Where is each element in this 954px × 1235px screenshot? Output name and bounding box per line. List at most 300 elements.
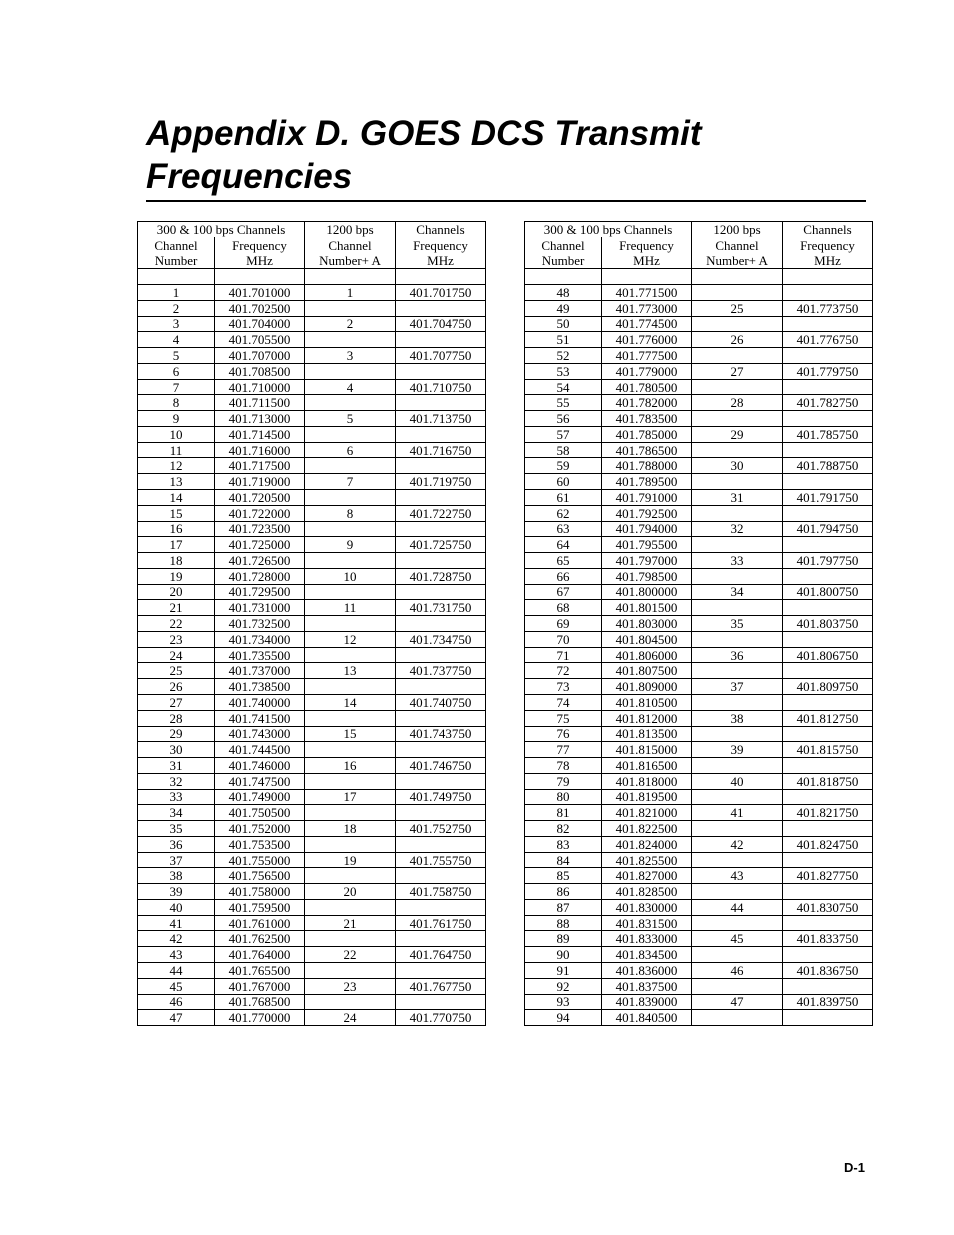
table-row [138, 426, 486, 442]
table-row [525, 553, 873, 569]
channel-number-cell: 21 [138, 600, 215, 616]
header-number: Number [525, 253, 602, 269]
table-row [138, 773, 486, 789]
table-row [525, 363, 873, 379]
frequency-a-cell: 401.704750 [396, 316, 486, 332]
channel-a-cell [305, 836, 396, 852]
frequency-a-cell: 401.716750 [396, 442, 486, 458]
table-row [525, 978, 873, 994]
frequency-a-cell: 401.809750 [783, 679, 873, 695]
frequency-cell: 401.767000 [215, 978, 305, 994]
channel-number-cell: 50 [525, 316, 602, 332]
header-group-1200: 1200 bps [305, 222, 396, 238]
channel-number-cell: 34 [138, 805, 215, 821]
frequency-cell: 401.720500 [215, 490, 305, 506]
table-row [525, 442, 873, 458]
channel-number-cell: 57 [525, 426, 602, 442]
channel-number-cell: 62 [525, 505, 602, 521]
channel-a-cell: 26 [692, 332, 783, 348]
frequency-cell: 401.704000 [215, 316, 305, 332]
frequency-cell: 401.710000 [215, 379, 305, 395]
frequency-cell: 401.734000 [215, 631, 305, 647]
frequency-a-cell [396, 836, 486, 852]
table-row [138, 1010, 486, 1026]
frequency-a-cell [783, 348, 873, 364]
table-row [525, 584, 873, 600]
channel-a-cell [692, 316, 783, 332]
frequency-cell: 401.831500 [602, 915, 692, 931]
channel-number-cell: 59 [525, 458, 602, 474]
frequency-a-cell [396, 363, 486, 379]
header-mhz: MHz [215, 253, 305, 269]
frequency-cell: 401.807500 [602, 663, 692, 679]
table-row [525, 742, 873, 758]
frequency-a-cell: 401.830750 [783, 899, 873, 915]
table-row [138, 537, 486, 553]
channel-number-cell: 29 [138, 726, 215, 742]
frequency-cell: 401.837500 [602, 978, 692, 994]
table-row [138, 836, 486, 852]
table-row [138, 458, 486, 474]
frequency-cell: 401.821000 [602, 805, 692, 821]
channel-number-cell: 31 [138, 758, 215, 774]
channel-a-cell [692, 663, 783, 679]
header-frequency: Frequency [602, 237, 692, 253]
table-row [138, 316, 486, 332]
channel-number-cell: 42 [138, 931, 215, 947]
frequency-cell: 401.755000 [215, 852, 305, 868]
channel-number-cell: 70 [525, 631, 602, 647]
channel-a-cell [305, 458, 396, 474]
table-row [138, 584, 486, 600]
channel-a-cell [692, 758, 783, 774]
channel-a-cell: 13 [305, 663, 396, 679]
channel-a-cell [305, 742, 396, 758]
frequency-cell: 401.777500 [602, 348, 692, 364]
frequency-cell: 401.827000 [602, 868, 692, 884]
channel-number-cell: 84 [525, 852, 602, 868]
table-row [138, 348, 486, 364]
frequency-a-cell: 401.701750 [396, 285, 486, 301]
frequency-cell: 401.797000 [602, 553, 692, 569]
channel-a-cell [692, 285, 783, 301]
frequency-a-cell: 401.815750 [783, 742, 873, 758]
channel-a-cell: 29 [692, 426, 783, 442]
channel-a-cell [305, 868, 396, 884]
channel-a-cell: 31 [692, 490, 783, 506]
frequency-a-cell [783, 411, 873, 427]
frequency-a-cell: 401.737750 [396, 663, 486, 679]
frequency-cell: 401.830000 [602, 899, 692, 915]
frequency-cell: 401.744500 [215, 742, 305, 758]
channel-number-cell: 83 [525, 836, 602, 852]
frequency-cell: 401.822500 [602, 821, 692, 837]
table-row [525, 521, 873, 537]
channel-number-cell: 61 [525, 490, 602, 506]
table-row [525, 710, 873, 726]
frequency-cell: 401.786500 [602, 442, 692, 458]
frequency-a-cell: 401.722750 [396, 505, 486, 521]
table-row [525, 411, 873, 427]
frequency-cell: 401.791000 [602, 490, 692, 506]
frequency-cell: 401.779000 [602, 363, 692, 379]
channel-a-cell: 41 [692, 805, 783, 821]
table-row [525, 426, 873, 442]
channel-a-cell: 36 [692, 647, 783, 663]
table-row [138, 332, 486, 348]
channel-number-cell: 4 [138, 332, 215, 348]
channel-number-cell: 55 [525, 395, 602, 411]
table-row [525, 616, 873, 632]
channel-a-cell [305, 994, 396, 1010]
channel-number-cell: 64 [525, 537, 602, 553]
frequency-a-cell: 401.776750 [783, 332, 873, 348]
channel-number-cell: 16 [138, 521, 215, 537]
table-row [138, 899, 486, 915]
channel-a-cell [305, 300, 396, 316]
frequency-a-cell [396, 521, 486, 537]
channel-a-cell: 11 [305, 600, 396, 616]
channel-a-cell: 6 [305, 442, 396, 458]
channel-a-cell [305, 363, 396, 379]
frequency-cell: 401.752000 [215, 821, 305, 837]
table-row [138, 694, 486, 710]
frequency-cell: 401.747500 [215, 773, 305, 789]
frequency-a-cell: 401.788750 [783, 458, 873, 474]
channel-number-cell: 14 [138, 490, 215, 506]
frequency-cell: 401.794000 [602, 521, 692, 537]
frequency-a-cell [783, 694, 873, 710]
frequency-a-cell [396, 773, 486, 789]
table-row [525, 316, 873, 332]
channel-a-cell: 21 [305, 915, 396, 931]
channel-a-cell [692, 411, 783, 427]
channel-a-cell [305, 395, 396, 411]
table-row [138, 852, 486, 868]
channel-a-cell: 30 [692, 458, 783, 474]
channel-number-cell: 26 [138, 679, 215, 695]
frequency-a-cell [783, 789, 873, 805]
frequency-table-right [524, 221, 873, 1026]
channel-a-cell: 32 [692, 521, 783, 537]
channel-a-cell: 47 [692, 994, 783, 1010]
frequency-cell: 401.800000 [602, 584, 692, 600]
frequency-a-cell [783, 884, 873, 900]
channel-number-cell: 89 [525, 931, 602, 947]
table-row [525, 679, 873, 695]
frequency-cell: 401.795500 [602, 537, 692, 553]
frequency-cell: 401.707000 [215, 348, 305, 364]
frequency-cell: 401.738500 [215, 679, 305, 695]
header-frequency: Frequency [396, 237, 486, 253]
channel-number-cell: 48 [525, 285, 602, 301]
frequency-a-cell: 401.713750 [396, 411, 486, 427]
frequency-cell: 401.719000 [215, 474, 305, 490]
frequency-cell: 401.726500 [215, 553, 305, 569]
frequency-cell: 401.833000 [602, 931, 692, 947]
table-row [525, 1010, 873, 1026]
table-row [525, 379, 873, 395]
frequency-cell: 401.773000 [602, 300, 692, 316]
frequency-a-cell: 401.812750 [783, 710, 873, 726]
channel-a-cell [692, 694, 783, 710]
frequency-a-cell: 401.764750 [396, 947, 486, 963]
frequency-cell: 401.774500 [602, 316, 692, 332]
channel-a-cell: 3 [305, 348, 396, 364]
channel-a-cell: 23 [305, 978, 396, 994]
channel-a-cell: 8 [305, 505, 396, 521]
frequency-a-cell [396, 962, 486, 978]
frequency-cell: 401.762500 [215, 931, 305, 947]
table-row [525, 505, 873, 521]
channel-a-cell [692, 474, 783, 490]
channel-number-cell: 25 [138, 663, 215, 679]
channel-number-cell: 88 [525, 915, 602, 931]
channel-number-cell: 53 [525, 363, 602, 379]
channel-a-cell [692, 789, 783, 805]
frequency-cell: 401.813500 [602, 726, 692, 742]
channel-a-cell [692, 947, 783, 963]
frequency-cell: 401.714500 [215, 426, 305, 442]
frequency-a-cell [396, 553, 486, 569]
header-channel: Channel [692, 237, 783, 253]
table-row [138, 647, 486, 663]
frequency-cell: 401.776000 [602, 332, 692, 348]
frequency-cell: 401.825500 [602, 852, 692, 868]
channel-a-cell [305, 584, 396, 600]
frequency-cell: 401.725000 [215, 537, 305, 553]
frequency-cell: 401.840500 [602, 1010, 692, 1026]
channel-a-cell [305, 521, 396, 537]
channel-number-cell: 87 [525, 899, 602, 915]
frequency-table-left [137, 221, 486, 1026]
table-row [525, 915, 873, 931]
frequency-cell: 401.809000 [602, 679, 692, 695]
frequency-cell: 401.702500 [215, 300, 305, 316]
frequency-cell: 401.798500 [602, 568, 692, 584]
frequency-a-cell: 401.839750 [783, 994, 873, 1010]
frequency-a-cell: 401.773750 [783, 300, 873, 316]
frequency-a-cell [396, 584, 486, 600]
frequency-a-cell [396, 805, 486, 821]
channel-a-cell: 1 [305, 285, 396, 301]
channel-number-cell: 90 [525, 947, 602, 963]
frequency-cell: 401.758000 [215, 884, 305, 900]
channel-a-cell [692, 537, 783, 553]
channel-number-cell: 17 [138, 537, 215, 553]
frequency-cell: 401.770000 [215, 1010, 305, 1026]
frequency-cell: 401.716000 [215, 442, 305, 458]
channel-number-cell: 12 [138, 458, 215, 474]
frequency-a-cell: 401.731750 [396, 600, 486, 616]
channel-a-cell: 9 [305, 537, 396, 553]
table-row [138, 300, 486, 316]
channel-number-cell: 69 [525, 616, 602, 632]
channel-number-cell: 67 [525, 584, 602, 600]
frequency-cell: 401.828500 [602, 884, 692, 900]
frequency-cell: 401.740000 [215, 694, 305, 710]
channel-a-cell [305, 490, 396, 506]
table-row [138, 679, 486, 695]
frequency-cell: 401.731000 [215, 600, 305, 616]
spacer-row [138, 269, 486, 285]
channel-number-cell: 66 [525, 568, 602, 584]
table-row [138, 868, 486, 884]
frequency-a-cell [783, 726, 873, 742]
channel-a-cell: 4 [305, 379, 396, 395]
frequency-cell: 401.789500 [602, 474, 692, 490]
frequency-a-cell: 401.794750 [783, 521, 873, 537]
frequency-cell: 401.746000 [215, 758, 305, 774]
channel-a-cell: 42 [692, 836, 783, 852]
channel-a-cell [305, 647, 396, 663]
table-row [525, 395, 873, 411]
channel-a-cell: 28 [692, 395, 783, 411]
frequency-a-cell [396, 395, 486, 411]
frequency-a-cell [783, 285, 873, 301]
frequency-a-cell: 401.782750 [783, 395, 873, 411]
channel-number-cell: 79 [525, 773, 602, 789]
frequency-cell: 401.785000 [602, 426, 692, 442]
frequency-a-cell [783, 442, 873, 458]
frequency-cell: 401.765500 [215, 962, 305, 978]
table-row [138, 442, 486, 458]
spacer-row [525, 269, 873, 285]
frequency-a-cell [783, 379, 873, 395]
table-row [525, 962, 873, 978]
frequency-a-cell [783, 474, 873, 490]
frequency-a-cell: 401.710750 [396, 379, 486, 395]
channel-a-cell [692, 726, 783, 742]
frequency-cell: 401.723500 [215, 521, 305, 537]
table-row [525, 537, 873, 553]
frequency-a-cell [396, 426, 486, 442]
channel-a-cell [305, 805, 396, 821]
channel-a-cell: 46 [692, 962, 783, 978]
channel-number-cell: 11 [138, 442, 215, 458]
channel-number-cell: 45 [138, 978, 215, 994]
frequency-a-cell [783, 316, 873, 332]
frequency-a-cell: 401.725750 [396, 537, 486, 553]
frequency-cell: 401.729500 [215, 584, 305, 600]
table-row [525, 568, 873, 584]
frequency-cell: 401.711500 [215, 395, 305, 411]
frequency-a-cell [396, 899, 486, 915]
channel-a-cell [305, 332, 396, 348]
table-row [525, 836, 873, 852]
table-row [525, 821, 873, 837]
frequency-cell: 401.761000 [215, 915, 305, 931]
channel-a-cell: 25 [692, 300, 783, 316]
frequency-cell: 401.810500 [602, 694, 692, 710]
channel-number-cell: 33 [138, 789, 215, 805]
table-row [138, 553, 486, 569]
header-group-channels: Channels [783, 222, 873, 238]
table-row [138, 710, 486, 726]
table-row [138, 600, 486, 616]
channel-number-cell: 41 [138, 915, 215, 931]
channel-a-cell: 7 [305, 474, 396, 490]
channel-a-cell: 34 [692, 584, 783, 600]
frequency-a-cell [783, 600, 873, 616]
frequency-a-cell: 401.767750 [396, 978, 486, 994]
frequency-cell: 401.750500 [215, 805, 305, 821]
channel-number-cell: 91 [525, 962, 602, 978]
frequency-a-cell: 401.743750 [396, 726, 486, 742]
channel-a-cell: 37 [692, 679, 783, 695]
channel-number-cell: 78 [525, 758, 602, 774]
frequency-a-cell [783, 568, 873, 584]
table-row [138, 789, 486, 805]
channel-number-cell: 24 [138, 647, 215, 663]
channel-a-cell [692, 379, 783, 395]
table-row [525, 663, 873, 679]
channel-a-cell: 5 [305, 411, 396, 427]
channel-a-cell [692, 821, 783, 837]
channel-a-cell [692, 600, 783, 616]
frequency-a-cell [396, 300, 486, 316]
table-row [138, 947, 486, 963]
channel-number-cell: 73 [525, 679, 602, 695]
channel-a-cell: 18 [305, 821, 396, 837]
frequency-cell: 401.839000 [602, 994, 692, 1010]
frequency-cell: 401.792500 [602, 505, 692, 521]
channel-number-cell: 60 [525, 474, 602, 490]
channel-number-cell: 49 [525, 300, 602, 316]
frequency-a-cell: 401.761750 [396, 915, 486, 931]
channel-number-cell: 54 [525, 379, 602, 395]
frequency-cell: 401.815000 [602, 742, 692, 758]
channel-number-cell: 35 [138, 821, 215, 837]
channel-a-cell [692, 631, 783, 647]
header-group-300-100: 300 & 100 bps Channels [138, 222, 305, 238]
channel-a-cell [692, 915, 783, 931]
channel-number-cell: 2 [138, 300, 215, 316]
frequency-a-cell: 401.785750 [783, 426, 873, 442]
table-row [525, 300, 873, 316]
frequency-cell: 401.749000 [215, 789, 305, 805]
header-group-1200: 1200 bps [692, 222, 783, 238]
frequency-a-cell: 401.719750 [396, 474, 486, 490]
frequency-a-cell [783, 852, 873, 868]
channel-a-cell [692, 568, 783, 584]
frequency-a-cell: 401.752750 [396, 821, 486, 837]
frequency-a-cell [396, 994, 486, 1010]
frequency-cell: 401.728000 [215, 568, 305, 584]
frequency-a-cell: 401.833750 [783, 931, 873, 947]
channel-a-cell [692, 1010, 783, 1026]
table-row [138, 363, 486, 379]
table-row [525, 868, 873, 884]
channel-number-cell: 15 [138, 505, 215, 521]
channel-number-cell: 72 [525, 663, 602, 679]
channel-a-cell: 44 [692, 899, 783, 915]
header-mhz: MHz [783, 253, 873, 269]
table-row [138, 821, 486, 837]
channel-number-cell: 68 [525, 600, 602, 616]
table-row [525, 931, 873, 947]
channel-number-cell: 75 [525, 710, 602, 726]
table-row [525, 805, 873, 821]
channel-a-cell: 24 [305, 1010, 396, 1026]
channel-number-cell: 3 [138, 316, 215, 332]
channel-a-cell: 39 [692, 742, 783, 758]
frequency-a-cell: 401.803750 [783, 616, 873, 632]
frequency-cell: 401.764000 [215, 947, 305, 963]
channel-a-cell: 17 [305, 789, 396, 805]
frequency-a-cell: 401.818750 [783, 773, 873, 789]
channel-a-cell [692, 348, 783, 364]
